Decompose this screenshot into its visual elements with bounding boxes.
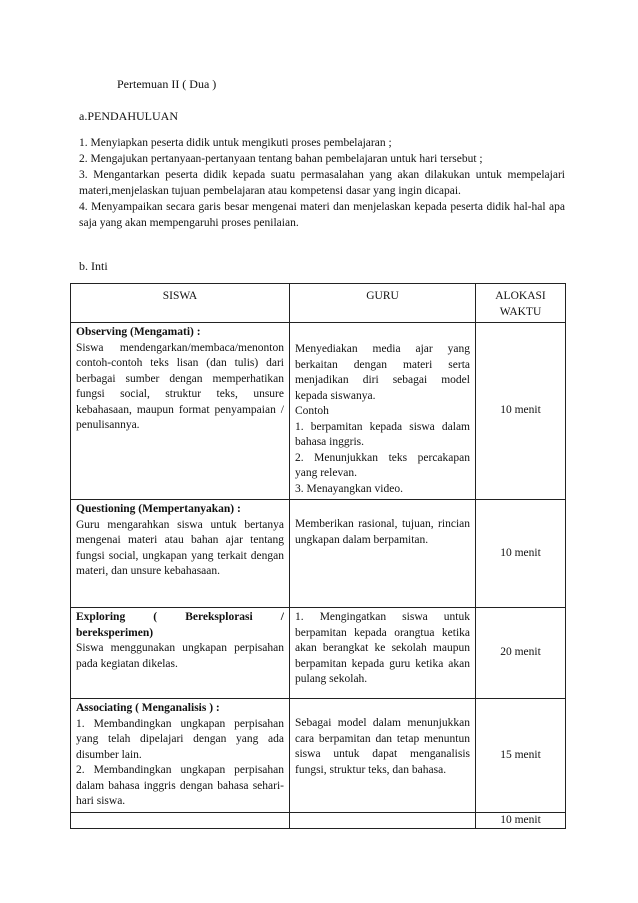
section-pendahuluan-title: a.PENDAHULUAN — [79, 109, 178, 123]
table-row — [71, 812, 566, 829]
guru-cell — [290, 500, 476, 608]
table-row — [71, 500, 566, 608]
siswa-text: Siswa menggunakan ungkapan perpisahan pada kegiatan dikelas. — [76, 642, 284, 670]
guru-text: Memberikan rasional, tujuan, rincian ungkapan dalam berpamitan. — [295, 518, 470, 546]
waktu-cell: 10 menit — [476, 812, 566, 829]
waktu-cell: 10 menit — [476, 323, 566, 500]
activity-title: Questioning (Mempertanyakan) : — [76, 503, 241, 515]
siswa-cell — [71, 500, 290, 608]
pendahuluan-item: 2. Mengajukan pertanyaan-pertanyaan tentang bahan pembelajaran untuk hari tersebut ; — [79, 153, 483, 165]
waktu-cell: 20 menit — [476, 608, 566, 699]
table-row — [71, 699, 566, 813]
siswa-cell — [71, 323, 290, 500]
guru-text: 1. Mengingatkan siswa untuk berpamitan kepada orangtua ketika akan berangkat ke sekolah maupun berpamitan kepada guru ketika akan pulang sekolah. — [295, 611, 470, 685]
guru-extra-line: 3. Menayangkan video. — [295, 482, 403, 495]
siswa-text: Siswa mendengarkan/membaca/menonton contoh-contoh teks lisan (dan tulis) dari berbagai sumber dengan memperhatikan fungsi social, struktur teks, unsure kebahasaan, maupun format penyampaian / penulisannya. — [76, 341, 284, 431]
activity-title: Observing (Mengamati) : — [76, 326, 201, 338]
table-row — [71, 608, 566, 699]
meeting-heading: Pertemuan II ( Dua ) — [117, 77, 217, 91]
guru-text: Sebagai model dalam menunjukkan cara berpamitan dan tetap menuntun siswa untuk dapat menganalisis fungsi, struktur teks, dan bahasa. — [295, 717, 470, 776]
guru-extra-line: Contoh — [295, 405, 329, 417]
siswa-item: 2. Membandingkan ungkapan perpisahan dalam bahasa inggris dengan bahasa sehari-hari siswa. — [76, 764, 284, 807]
activity-table — [70, 283, 566, 829]
waktu-cell: 15 menit — [476, 699, 566, 813]
guru-cell — [290, 608, 476, 699]
waktu-cell: 10 menit — [476, 500, 566, 608]
siswa-cell — [71, 699, 290, 813]
pendahuluan-item: 3. Mengantarkan peserta didik kepada suatu permasalahan yang akan dilakukan untuk mempelajari materi,menjelaskan tujuan pembelajaran atau kompetensi dasar yang ingin dicapai. — [79, 169, 565, 197]
pendahuluan-item: 4. Menyampaikan secara garis besar mengenai materi dan menjelaskan kepada peserta didik hal-hal apa saja yang akan mempengaruhi proses penilaian. — [79, 201, 565, 229]
header-guru: GURU — [290, 284, 476, 323]
guru-extra-line: 2. Menunjukkan teks percakapan yang relevan. — [295, 451, 470, 479]
guru-cell — [290, 323, 476, 500]
siswa-cell — [71, 608, 290, 699]
activity-title: Associating ( Menganalisis ) : — [76, 702, 220, 714]
guru-cell — [290, 812, 476, 829]
siswa-cell — [71, 812, 290, 829]
table-row — [71, 323, 566, 500]
pendahuluan-item: 1. Menyiapkan peserta didik untuk mengikuti proses pembelajaran ; — [79, 137, 392, 149]
siswa-text: Guru mengarahkan siswa untuk bertanya mengenai materi atau bahan ajar tentang fungsi social, ungkapan yang terkait dengan materi, dan unsure kebahasaan. — [76, 518, 284, 577]
header-alokasi: ALOKASI WAKTU — [476, 284, 566, 323]
header-siswa: SISWA — [71, 284, 290, 323]
guru-text: Menyediakan media ajar yang berkaitan dengan materi serta menjadikan diri sebagai model kepada siswanya. — [295, 343, 470, 402]
section-inti-title: b. Inti — [79, 259, 108, 273]
table-header-row — [71, 284, 566, 323]
pendahuluan-list — [79, 135, 565, 231]
guru-extra-line: 1. berpamitan kepada siswa dalam bahasa inggris. — [295, 420, 470, 448]
activity-title: Exploring ( Bereksplorasi / bereksperimen) — [76, 611, 284, 639]
guru-cell — [290, 699, 476, 813]
siswa-item: 1. Membandingkan ungkapan perpisahan yang telah dipelajari dengan yang ada disumber lain. — [76, 717, 284, 761]
